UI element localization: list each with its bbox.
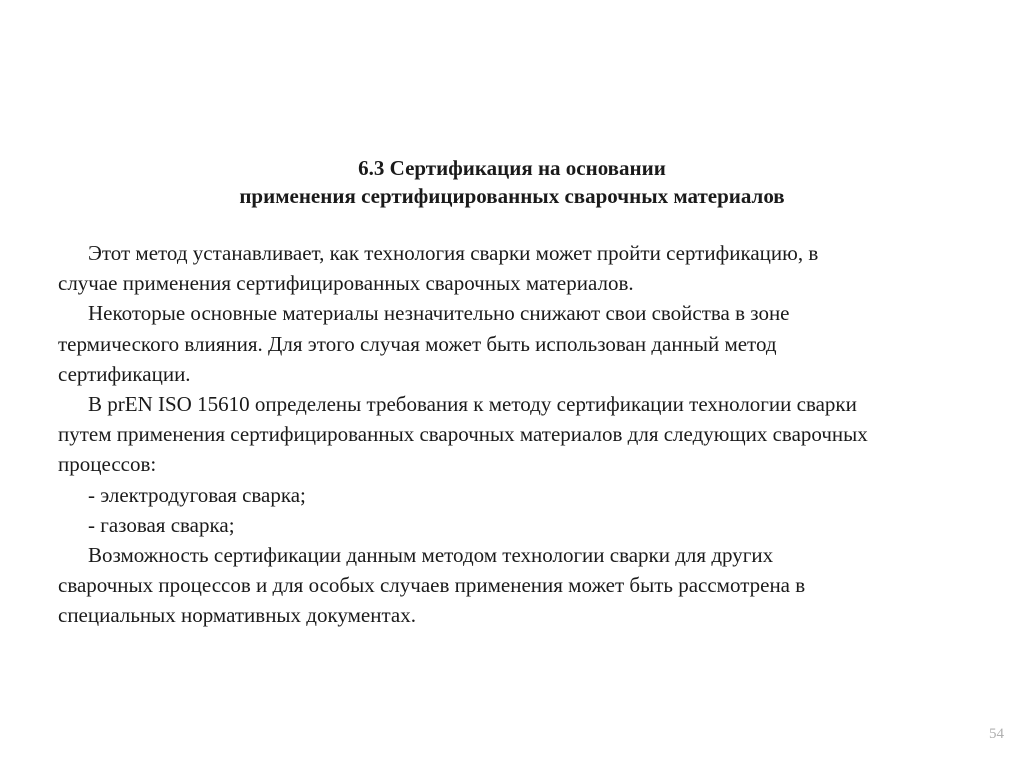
paragraph-3-line-2: путем применения сертифицированных сварочных материалов для следующих сварочных xyxy=(58,422,868,447)
page-number: 54 xyxy=(989,726,1004,742)
heading-line-2: применения сертифицированных сварочных материалов xyxy=(239,184,785,208)
paragraph-2-line-1: Некоторые основные материалы незначительно снижают свои свойства в зоне xyxy=(88,301,790,326)
paragraph-2-line-3: сертификации. xyxy=(58,361,191,386)
list-item-arc-welding: - электродуговая сварка; xyxy=(88,482,306,507)
paragraph-4-line-3: специальных нормативных документах. xyxy=(58,603,416,628)
section-heading xyxy=(0,154,1024,210)
paragraph-4-line-2: сварочных процессов и для особых случаев применения может быть рассмотрена в xyxy=(58,573,806,598)
paragraph-3-line-1: В prEN ISO 15610 определены требования к методу сертификации технологии сварки xyxy=(88,392,857,417)
paragraph-2-line-2: термического влияния. Для этого случая может быть использован данный метод xyxy=(58,331,777,356)
heading-line-1: 6.3 Сертификация на основании xyxy=(358,156,666,180)
paragraph-4-line-1: Возможность сертификации данным методом технологии сварки для других xyxy=(88,543,774,568)
list-item-gas-welding: - газовая сварка; xyxy=(88,512,235,537)
paragraph-3-line-3: процессов: xyxy=(58,452,157,477)
body-text xyxy=(58,238,1008,631)
paragraph-1-line-2: случае применения сертифицированных сварочных материалов. xyxy=(58,271,634,296)
paragraph-1-line-1: Этот метод устанавливает, как технология сварки может пройти сертификацию, в xyxy=(88,241,819,265)
